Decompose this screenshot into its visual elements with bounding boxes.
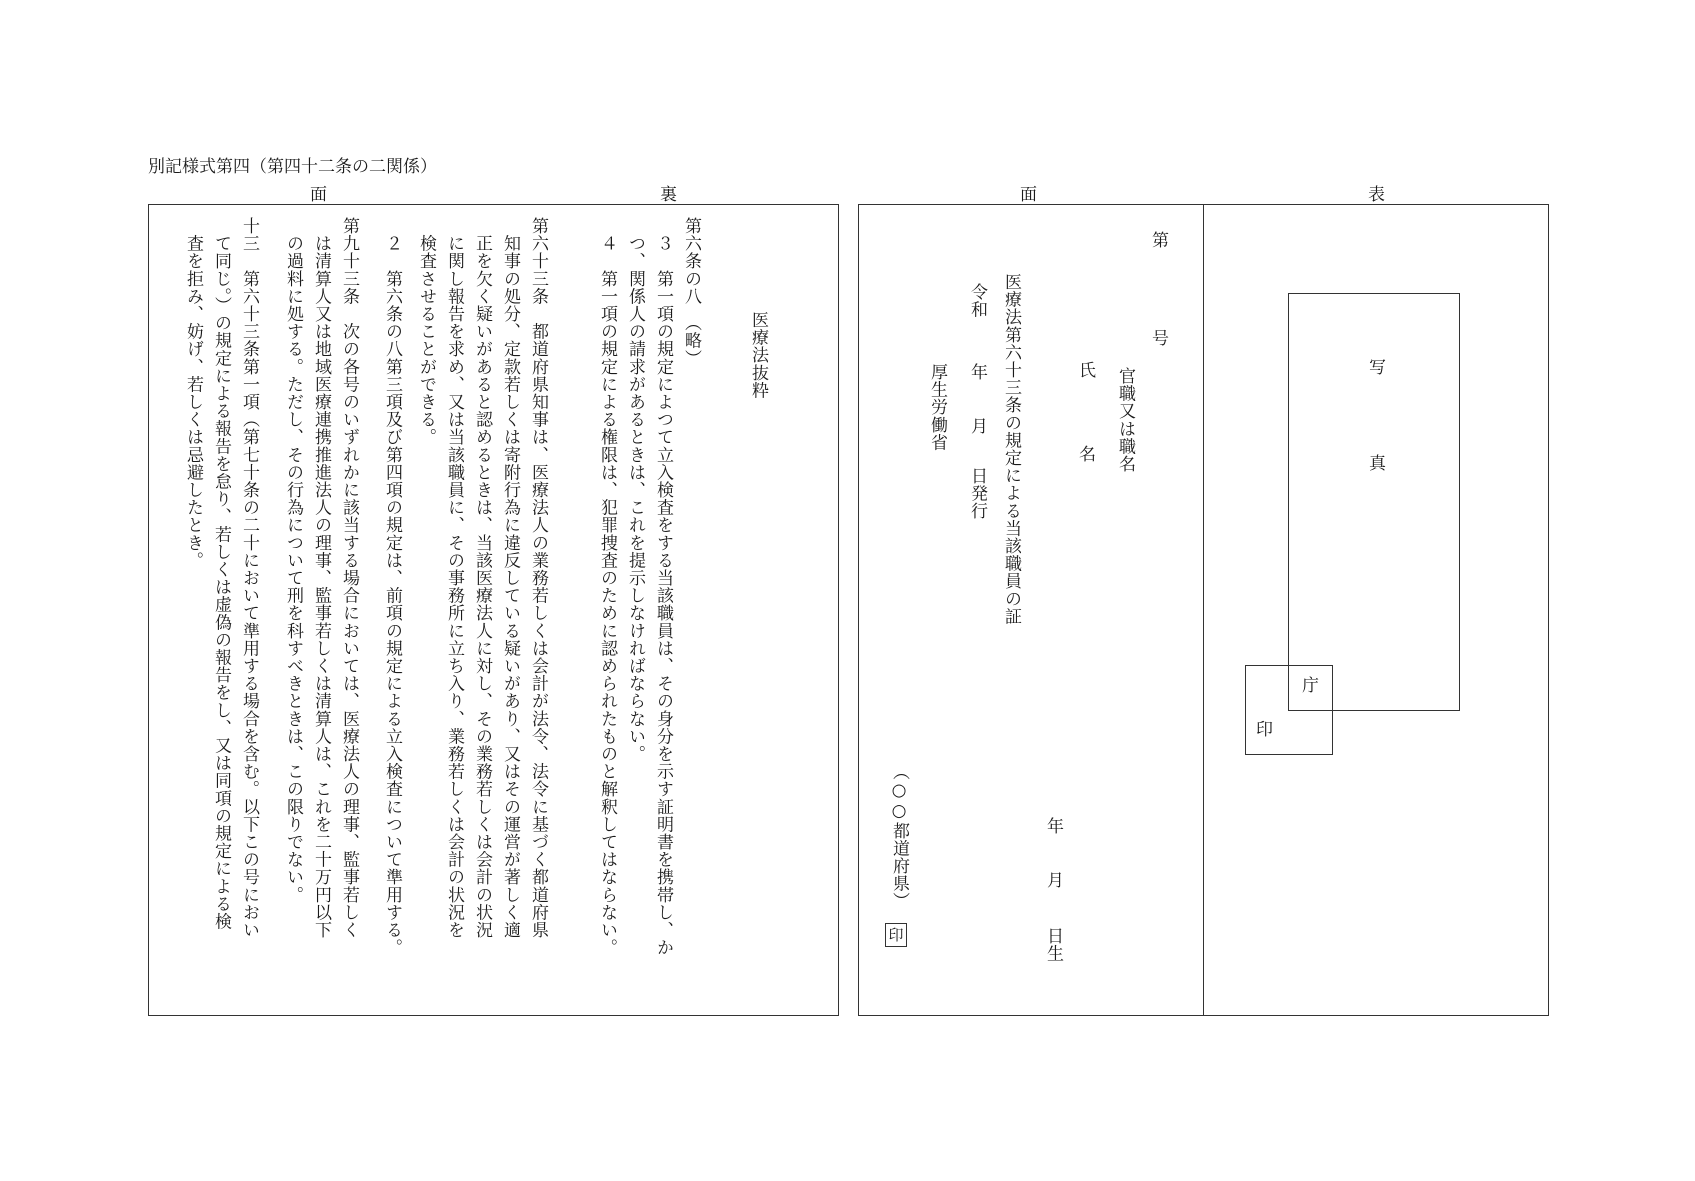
back-header-men: 面 xyxy=(310,185,327,205)
ministry-name: 厚生労働省 xyxy=(927,363,947,451)
issue-month: 月 xyxy=(967,417,987,435)
back-line-10: ２ 第六条の八第三項及び第四項の規定は、前項の規定による立入検査について準用する。 xyxy=(382,217,402,957)
back-line-9: 検査させることができる。 xyxy=(416,217,436,446)
back-line-13: の過料に処する。ただし、その行為について刑を科すべきときは、この限りでない。 xyxy=(283,217,303,904)
back-line-4: ４ 第一項の規定による権限は、犯罪捜査のために認められたものと解釈してはならない。 xyxy=(597,217,617,957)
prefecture-name: （○○都道府県） xyxy=(889,763,909,910)
number-go: 号 xyxy=(1148,329,1168,347)
office-seal-box xyxy=(1245,665,1333,755)
office-seal-label-1: 庁 xyxy=(1298,676,1318,694)
back-line-6: 知事の処分、定款若しくは寄附行為に違反している疑いがあり、又はその運営が著しく適 xyxy=(500,217,520,939)
back-line-16: 査を拒み、妨げ、若しくは忌避したとき。 xyxy=(183,217,203,569)
front-header-omote: 表 xyxy=(1368,185,1385,205)
birth-month: 月 xyxy=(1043,871,1063,889)
birth-day: 日生 xyxy=(1043,927,1063,963)
name-label-1: 氏 xyxy=(1075,361,1095,379)
back-line-8: に関し報告を求め、又は当該職員に、その事務所に立ち入り、業務若しくは会計の状況を xyxy=(444,217,464,939)
photo-box xyxy=(1288,293,1460,711)
back-line-7: 正を欠く疑いがあると認めるときは、当該医療法人に対し、その業務若しくは会計の状況 xyxy=(472,217,492,939)
photo-label-2: 真 xyxy=(1365,454,1385,472)
issue-year: 年 xyxy=(967,363,987,381)
photo-label-1: 写 xyxy=(1365,358,1385,376)
back-line-1: 第六条の八 （略） xyxy=(681,217,701,367)
back-line-5: 第六十三条 都道府県知事は、医療法人の業務若しくは会計が法令、法令に基づく都道府県 xyxy=(528,217,548,939)
back-header-ura: 裏 xyxy=(660,185,677,205)
back-line-3: つ、関係人の請求があるときは、これを提示しなければならない。 xyxy=(625,217,645,763)
back-heading: 医療法抜粋 xyxy=(748,311,768,399)
official-title-label: 官職又は職名 xyxy=(1115,367,1135,473)
back-line-12: は清算人又は地域医療連携推進法人の理事、監事若しくは清算人は、これを二十万円以下 xyxy=(311,217,331,939)
office-seal-label-2: 印 xyxy=(1252,720,1272,738)
front-header-men: 面 xyxy=(1020,185,1037,205)
form-title: 別記様式第四（第四十二条の二関係） xyxy=(148,157,437,177)
issue-era: 令和 xyxy=(967,283,987,319)
back-line-11: 第九十三条 次の各号のいずれかに該当する場合においては、医療法人の理事、監事若しく xyxy=(339,217,359,939)
number-dai: 第 xyxy=(1148,231,1168,249)
issue-day: 日発行 xyxy=(967,467,987,520)
back-panel xyxy=(148,204,839,1016)
front-panel xyxy=(858,204,1549,1016)
back-line-14: 十三 第六十三条第一項（第七十条の二十において準用する場合を含む。以下この号におい xyxy=(239,217,259,939)
back-line-15: て同じ。）の規定による報告を怠り、若しくは虚偽の報告をし、又は同項の規定による検 xyxy=(211,217,231,931)
name-label-2: 名 xyxy=(1075,445,1095,463)
birth-year: 年 xyxy=(1043,817,1063,835)
prefecture-seal-mark: 印 xyxy=(885,923,907,947)
front-panel-divider xyxy=(1203,205,1204,1015)
certificate-title: 医療法第六十三条の規定による当該職員の証 xyxy=(1001,273,1021,625)
back-line-2: ３ 第一項の規定によつて立入検査をする当該職員は、その身分を示す証明書を携帯し、か xyxy=(653,217,673,957)
